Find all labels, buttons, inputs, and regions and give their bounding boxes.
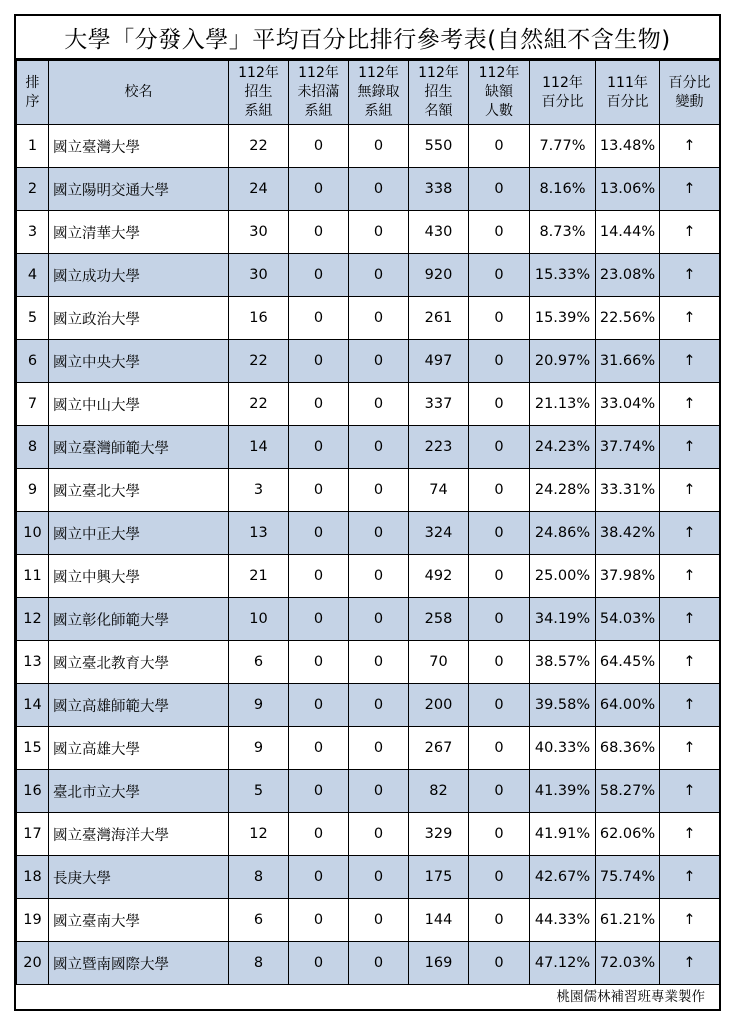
header-percent-change: 百分比 變動 xyxy=(660,61,720,125)
cell-change-arrow: ↑ xyxy=(660,254,720,297)
header-rank: 排 序 xyxy=(17,61,49,125)
cell-change-arrow: ↑ xyxy=(660,598,720,641)
cell-unfilled-groups: 0 xyxy=(289,641,349,684)
table-row xyxy=(17,426,720,469)
cell-no-admit-groups: 0 xyxy=(349,469,409,512)
cell-rank: 19 xyxy=(17,899,49,942)
cell-change-arrow: ↑ xyxy=(660,168,720,211)
cell-percent-111: 23.08% xyxy=(596,254,660,297)
document-frame xyxy=(14,14,721,1011)
cell-vacancy: 0 xyxy=(469,297,530,340)
cell-rank: 15 xyxy=(17,727,49,770)
cell-no-admit-groups: 0 xyxy=(349,727,409,770)
cell-quota: 324 xyxy=(409,512,469,555)
cell-school: 國立臺灣大學 xyxy=(49,125,229,168)
cell-percent-112: 24.28% xyxy=(530,469,596,512)
cell-no-admit-groups: 0 xyxy=(349,512,409,555)
cell-rank: 10 xyxy=(17,512,49,555)
cell-vacancy: 0 xyxy=(469,899,530,942)
cell-no-admit-groups: 0 xyxy=(349,211,409,254)
cell-percent-112: 24.86% xyxy=(530,512,596,555)
cell-school: 國立清華大學 xyxy=(49,211,229,254)
cell-school: 國立高雄師範大學 xyxy=(49,684,229,727)
cell-no-admit-groups: 0 xyxy=(349,641,409,684)
cell-percent-111: 13.48% xyxy=(596,125,660,168)
header-quota-groups: 112年 招生 系組 xyxy=(229,61,289,125)
cell-school: 國立陽明交通大學 xyxy=(49,168,229,211)
cell-quota: 261 xyxy=(409,297,469,340)
cell-school: 國立臺北教育大學 xyxy=(49,641,229,684)
cell-rank: 12 xyxy=(17,598,49,641)
cell-school: 國立臺北大學 xyxy=(49,469,229,512)
cell-vacancy: 0 xyxy=(469,211,530,254)
cell-change-arrow: ↑ xyxy=(660,899,720,942)
cell-change-arrow: ↑ xyxy=(660,125,720,168)
cell-quota: 338 xyxy=(409,168,469,211)
cell-change-arrow: ↑ xyxy=(660,469,720,512)
cell-quota: 70 xyxy=(409,641,469,684)
cell-unfilled-groups: 0 xyxy=(289,125,349,168)
cell-quota-groups: 24 xyxy=(229,168,289,211)
cell-school: 國立中正大學 xyxy=(49,512,229,555)
cell-quota-groups: 3 xyxy=(229,469,289,512)
cell-quota-groups: 9 xyxy=(229,684,289,727)
cell-school: 國立中央大學 xyxy=(49,340,229,383)
cell-quota: 175 xyxy=(409,856,469,899)
cell-quota: 223 xyxy=(409,426,469,469)
header-no-admit-groups: 112年 無錄取 系組 xyxy=(349,61,409,125)
cell-quota-groups: 21 xyxy=(229,555,289,598)
cell-percent-111: 33.31% xyxy=(596,469,660,512)
cell-vacancy: 0 xyxy=(469,168,530,211)
cell-quota: 144 xyxy=(409,899,469,942)
cell-rank: 8 xyxy=(17,426,49,469)
cell-percent-111: 54.03% xyxy=(596,598,660,641)
cell-rank: 16 xyxy=(17,770,49,813)
table-row xyxy=(17,469,720,512)
cell-vacancy: 0 xyxy=(469,684,530,727)
table-row xyxy=(17,641,720,684)
cell-rank: 18 xyxy=(17,856,49,899)
cell-quota: 169 xyxy=(409,942,469,985)
cell-percent-112: 15.33% xyxy=(530,254,596,297)
cell-change-arrow: ↑ xyxy=(660,512,720,555)
cell-no-admit-groups: 0 xyxy=(349,684,409,727)
table-row xyxy=(17,684,720,727)
header-percent-111: 111年 百分比 xyxy=(596,61,660,125)
cell-percent-111: 68.36% xyxy=(596,727,660,770)
cell-unfilled-groups: 0 xyxy=(289,512,349,555)
cell-vacancy: 0 xyxy=(469,383,530,426)
cell-no-admit-groups: 0 xyxy=(349,297,409,340)
cell-change-arrow: ↑ xyxy=(660,856,720,899)
cell-percent-111: 14.44% xyxy=(596,211,660,254)
cell-vacancy: 0 xyxy=(469,340,530,383)
cell-percent-111: 38.42% xyxy=(596,512,660,555)
cell-no-admit-groups: 0 xyxy=(349,856,409,899)
cell-unfilled-groups: 0 xyxy=(289,168,349,211)
cell-percent-111: 64.00% xyxy=(596,684,660,727)
table-row xyxy=(17,125,720,168)
cell-vacancy: 0 xyxy=(469,856,530,899)
cell-no-admit-groups: 0 xyxy=(349,383,409,426)
table-row xyxy=(17,899,720,942)
cell-unfilled-groups: 0 xyxy=(289,684,349,727)
cell-percent-112: 44.33% xyxy=(530,899,596,942)
cell-rank: 9 xyxy=(17,469,49,512)
cell-change-arrow: ↑ xyxy=(660,684,720,727)
cell-unfilled-groups: 0 xyxy=(289,383,349,426)
cell-rank: 6 xyxy=(17,340,49,383)
cell-unfilled-groups: 0 xyxy=(289,899,349,942)
table-header-row xyxy=(17,61,720,125)
cell-percent-111: 61.21% xyxy=(596,899,660,942)
cell-quota-groups: 6 xyxy=(229,899,289,942)
cell-unfilled-groups: 0 xyxy=(289,469,349,512)
cell-rank: 5 xyxy=(17,297,49,340)
cell-change-arrow: ↑ xyxy=(660,383,720,426)
cell-rank: 4 xyxy=(17,254,49,297)
cell-quota-groups: 14 xyxy=(229,426,289,469)
cell-school: 國立臺灣海洋大學 xyxy=(49,813,229,856)
cell-rank: 7 xyxy=(17,383,49,426)
cell-percent-112: 41.91% xyxy=(530,813,596,856)
cell-rank: 14 xyxy=(17,684,49,727)
cell-unfilled-groups: 0 xyxy=(289,942,349,985)
cell-quota-groups: 10 xyxy=(229,598,289,641)
cell-vacancy: 0 xyxy=(469,727,530,770)
cell-rank: 3 xyxy=(17,211,49,254)
cell-unfilled-groups: 0 xyxy=(289,254,349,297)
cell-vacancy: 0 xyxy=(469,125,530,168)
cell-change-arrow: ↑ xyxy=(660,727,720,770)
cell-no-admit-groups: 0 xyxy=(349,899,409,942)
cell-vacancy: 0 xyxy=(469,770,530,813)
cell-no-admit-groups: 0 xyxy=(349,426,409,469)
cell-no-admit-groups: 0 xyxy=(349,770,409,813)
cell-unfilled-groups: 0 xyxy=(289,856,349,899)
cell-vacancy: 0 xyxy=(469,254,530,297)
cell-vacancy: 0 xyxy=(469,942,530,985)
table-row xyxy=(17,856,720,899)
cell-change-arrow: ↑ xyxy=(660,813,720,856)
cell-no-admit-groups: 0 xyxy=(349,813,409,856)
cell-quota: 200 xyxy=(409,684,469,727)
cell-percent-112: 8.16% xyxy=(530,168,596,211)
cell-percent-111: 31.66% xyxy=(596,340,660,383)
cell-quota: 497 xyxy=(409,340,469,383)
cell-quota: 337 xyxy=(409,383,469,426)
footer-credit: 桃園儒林補習班專業製作 xyxy=(556,988,705,1005)
cell-percent-112: 38.57% xyxy=(530,641,596,684)
cell-vacancy: 0 xyxy=(469,469,530,512)
cell-percent-112: 7.77% xyxy=(530,125,596,168)
table-row xyxy=(17,211,720,254)
cell-change-arrow: ↑ xyxy=(660,297,720,340)
header-school: 校名 xyxy=(49,61,229,125)
cell-quota-groups: 8 xyxy=(229,942,289,985)
cell-quota: 258 xyxy=(409,598,469,641)
cell-percent-111: 37.74% xyxy=(596,426,660,469)
cell-percent-111: 22.56% xyxy=(596,297,660,340)
cell-quota-groups: 12 xyxy=(229,813,289,856)
cell-school: 國立政治大學 xyxy=(49,297,229,340)
cell-no-admit-groups: 0 xyxy=(349,598,409,641)
cell-vacancy: 0 xyxy=(469,641,530,684)
cell-percent-112: 41.39% xyxy=(530,770,596,813)
cell-change-arrow: ↑ xyxy=(660,211,720,254)
cell-school: 臺北市立大學 xyxy=(49,770,229,813)
cell-percent-111: 64.45% xyxy=(596,641,660,684)
table-row xyxy=(17,813,720,856)
cell-vacancy: 0 xyxy=(469,555,530,598)
cell-school: 國立高雄大學 xyxy=(49,727,229,770)
cell-quota: 329 xyxy=(409,813,469,856)
cell-rank: 1 xyxy=(17,125,49,168)
ranking-table xyxy=(16,60,720,985)
cell-unfilled-groups: 0 xyxy=(289,555,349,598)
cell-school: 國立彰化師範大學 xyxy=(49,598,229,641)
cell-change-arrow: ↑ xyxy=(660,770,720,813)
cell-no-admit-groups: 0 xyxy=(349,254,409,297)
cell-rank: 13 xyxy=(17,641,49,684)
header-unfilled-groups: 112年 未招滿 系組 xyxy=(289,61,349,125)
cell-school: 國立成功大學 xyxy=(49,254,229,297)
cell-quota: 74 xyxy=(409,469,469,512)
cell-quota-groups: 30 xyxy=(229,211,289,254)
cell-unfilled-groups: 0 xyxy=(289,297,349,340)
cell-quota-groups: 22 xyxy=(229,383,289,426)
table-row xyxy=(17,512,720,555)
cell-quota-groups: 5 xyxy=(229,770,289,813)
cell-vacancy: 0 xyxy=(469,512,530,555)
header-percent-112: 112年 百分比 xyxy=(530,61,596,125)
cell-no-admit-groups: 0 xyxy=(349,340,409,383)
cell-percent-111: 75.74% xyxy=(596,856,660,899)
table-row xyxy=(17,297,720,340)
cell-vacancy: 0 xyxy=(469,598,530,641)
cell-unfilled-groups: 0 xyxy=(289,211,349,254)
cell-percent-112: 47.12% xyxy=(530,942,596,985)
cell-percent-112: 40.33% xyxy=(530,727,596,770)
cell-no-admit-groups: 0 xyxy=(349,125,409,168)
header-quota: 112年 招生 名額 xyxy=(409,61,469,125)
cell-school: 國立中興大學 xyxy=(49,555,229,598)
cell-change-arrow: ↑ xyxy=(660,942,720,985)
cell-no-admit-groups: 0 xyxy=(349,555,409,598)
table-row xyxy=(17,727,720,770)
cell-school: 國立中山大學 xyxy=(49,383,229,426)
cell-unfilled-groups: 0 xyxy=(289,598,349,641)
cell-quota-groups: 9 xyxy=(229,727,289,770)
cell-change-arrow: ↑ xyxy=(660,555,720,598)
table-row xyxy=(17,340,720,383)
cell-quota-groups: 30 xyxy=(229,254,289,297)
cell-quota-groups: 6 xyxy=(229,641,289,684)
table-row xyxy=(17,555,720,598)
cell-unfilled-groups: 0 xyxy=(289,426,349,469)
cell-quota: 82 xyxy=(409,770,469,813)
cell-percent-112: 42.67% xyxy=(530,856,596,899)
cell-unfilled-groups: 0 xyxy=(289,770,349,813)
cell-rank: 20 xyxy=(17,942,49,985)
cell-vacancy: 0 xyxy=(469,426,530,469)
table-row xyxy=(17,383,720,426)
cell-percent-112: 20.97% xyxy=(530,340,596,383)
cell-unfilled-groups: 0 xyxy=(289,813,349,856)
cell-quota: 267 xyxy=(409,727,469,770)
cell-quota: 920 xyxy=(409,254,469,297)
table-row xyxy=(17,168,720,211)
cell-quota: 430 xyxy=(409,211,469,254)
cell-percent-111: 37.98% xyxy=(596,555,660,598)
cell-percent-112: 39.58% xyxy=(530,684,596,727)
cell-school: 國立暨南國際大學 xyxy=(49,942,229,985)
cell-school: 長庚大學 xyxy=(49,856,229,899)
cell-percent-112: 25.00% xyxy=(530,555,596,598)
cell-no-admit-groups: 0 xyxy=(349,942,409,985)
cell-rank: 17 xyxy=(17,813,49,856)
cell-quota-groups: 13 xyxy=(229,512,289,555)
cell-percent-111: 13.06% xyxy=(596,168,660,211)
cell-school: 國立臺南大學 xyxy=(49,899,229,942)
table-row xyxy=(17,770,720,813)
header-vacancy: 112年 缺額 人數 xyxy=(469,61,530,125)
cell-percent-111: 72.03% xyxy=(596,942,660,985)
cell-percent-112: 8.73% xyxy=(530,211,596,254)
cell-percent-112: 34.19% xyxy=(530,598,596,641)
cell-quota: 550 xyxy=(409,125,469,168)
table-row xyxy=(17,942,720,985)
cell-quota-groups: 22 xyxy=(229,125,289,168)
cell-change-arrow: ↑ xyxy=(660,340,720,383)
cell-percent-111: 58.27% xyxy=(596,770,660,813)
table-body xyxy=(17,125,720,985)
cell-change-arrow: ↑ xyxy=(660,641,720,684)
cell-percent-111: 62.06% xyxy=(596,813,660,856)
cell-quota-groups: 22 xyxy=(229,340,289,383)
cell-quota-groups: 8 xyxy=(229,856,289,899)
cell-percent-112: 21.13% xyxy=(530,383,596,426)
cell-vacancy: 0 xyxy=(469,813,530,856)
cell-percent-111: 33.04% xyxy=(596,383,660,426)
table-row xyxy=(17,598,720,641)
page-title: 大學「分發入學」平均百分比排行參考表(自然組不含生物) xyxy=(16,16,719,60)
cell-unfilled-groups: 0 xyxy=(289,340,349,383)
cell-percent-112: 15.39% xyxy=(530,297,596,340)
cell-quota-groups: 16 xyxy=(229,297,289,340)
cell-no-admit-groups: 0 xyxy=(349,168,409,211)
cell-rank: 2 xyxy=(17,168,49,211)
cell-unfilled-groups: 0 xyxy=(289,727,349,770)
cell-quota: 492 xyxy=(409,555,469,598)
cell-school: 國立臺灣師範大學 xyxy=(49,426,229,469)
cell-percent-112: 24.23% xyxy=(530,426,596,469)
cell-rank: 11 xyxy=(17,555,49,598)
table-row xyxy=(17,254,720,297)
cell-change-arrow: ↑ xyxy=(660,426,720,469)
